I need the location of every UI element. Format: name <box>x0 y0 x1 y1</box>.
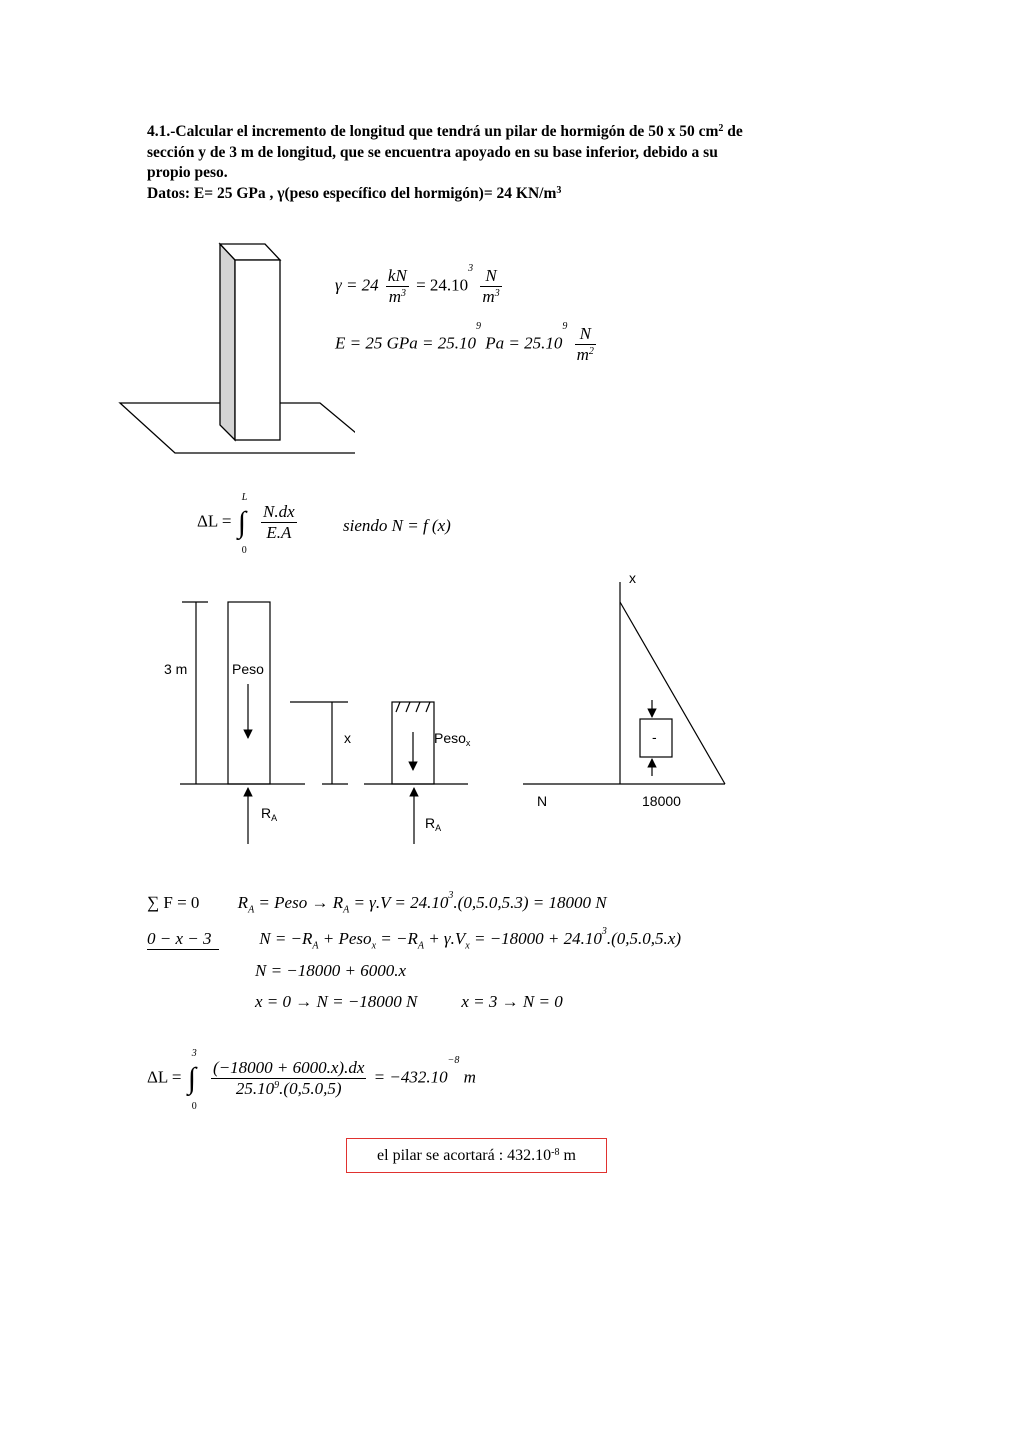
gamma-symbol: γ <box>277 184 285 202</box>
height-label: 3 m <box>164 661 188 677</box>
section-diagram <box>290 702 468 844</box>
range-label: 0 − x − 3 <box>147 929 219 950</box>
gamma-equation: γ = 24 $\frac{kN}{m^3}$ = $24.10^3$ $\frac{N}{m^3}$ <box>335 263 500 306</box>
integral-sign-2: ∫ 3 0 <box>187 1047 197 1112</box>
axial-force-simplified: N = −18000 + 6000.x <box>255 961 407 980</box>
axis-x-label: x <box>629 570 636 586</box>
result-text: el pilar se acortará : 432.10 <box>377 1147 552 1164</box>
problem-line-2: sección y de 3 m de longitud, que se encuentra apoyado en su base inferior, debido a su <box>147 143 718 161</box>
integral-sign: ∫ L 0 <box>237 491 248 556</box>
ra-label-2: $R_A$ <box>425 815 442 833</box>
equilibrium-equation: ∑ F = 0 $R_A$ = Peso → $R_A = \gamma.V = 24.10^3.(0,5.0,5.3) = 18000$ N <box>147 890 607 916</box>
n-value-label: 18000 <box>642 793 681 809</box>
problem-data: Datos: E= 25 GPa , <box>147 184 278 202</box>
axial-force-values: x = 0 → N = −18000 N x = 3 → N = 0 <box>255 992 563 1011</box>
axial-force-equation: 0 − x − 3 $N = -R_A$ + Peso$_x$ = $-R_A + \gamma.V_x = -18000 + 24.10^3.(0,5.0,5.x)$ <box>147 926 682 952</box>
integral-definition: ΔL = ∫ L 0 $\frac{N.dx}{E.A}$ <box>197 491 295 556</box>
peso-label: Peso <box>232 661 264 677</box>
pillar-illustration <box>115 235 355 460</box>
full-pillar-diagram <box>180 602 305 844</box>
elastic-modulus-equation: E = 25 GPa = $25.10^9$ $Pa = 25.10^9$ $\frac{N}{m^2}$ <box>335 321 594 364</box>
free-body-diagrams <box>140 560 740 850</box>
x-dim-label: x <box>344 730 351 746</box>
siendo-text: siendo N = f (x) <box>343 516 451 535</box>
pillar-side-face <box>220 244 235 440</box>
elongation-integral: ΔL = ∫ 3 0 $\frac{(-18000 + 6000.x).dx}{25.10^9.(0,5.0,5)}$ = $-432.10^{-8}$ m <box>147 1047 476 1112</box>
pillar-front-face <box>235 260 280 440</box>
axis-n-label: N <box>537 793 548 809</box>
problem-line-3: propio peso. <box>147 164 228 181</box>
axial-force-diagram <box>523 582 725 784</box>
result-box: el pilar se acortará : $432.10^{-8}$ m <box>346 1138 607 1173</box>
ra-label: $R_A$ <box>261 805 278 823</box>
compression-sign: - <box>652 729 657 745</box>
problem-line-1: 4.1.-Calcular el incremento de longitud que tendrá un pilar de hormigón de 50 x 50 cm <box>147 123 719 140</box>
problem-statement: 4.1.-Calcular el incremento de longitud que tendrá un pilar de hormigón de 50 x 50 $cm^2$ de sección y de 3 m de longitud, que se encuentra apoyado en su base inferior, debido a su propio peso. Datos: E= 25 GPa , γ(peso específico del hormigón)= 24 $KN/m^3$ <box>147 122 887 204</box>
peso-x-label: Peso$_x$ <box>434 730 471 748</box>
